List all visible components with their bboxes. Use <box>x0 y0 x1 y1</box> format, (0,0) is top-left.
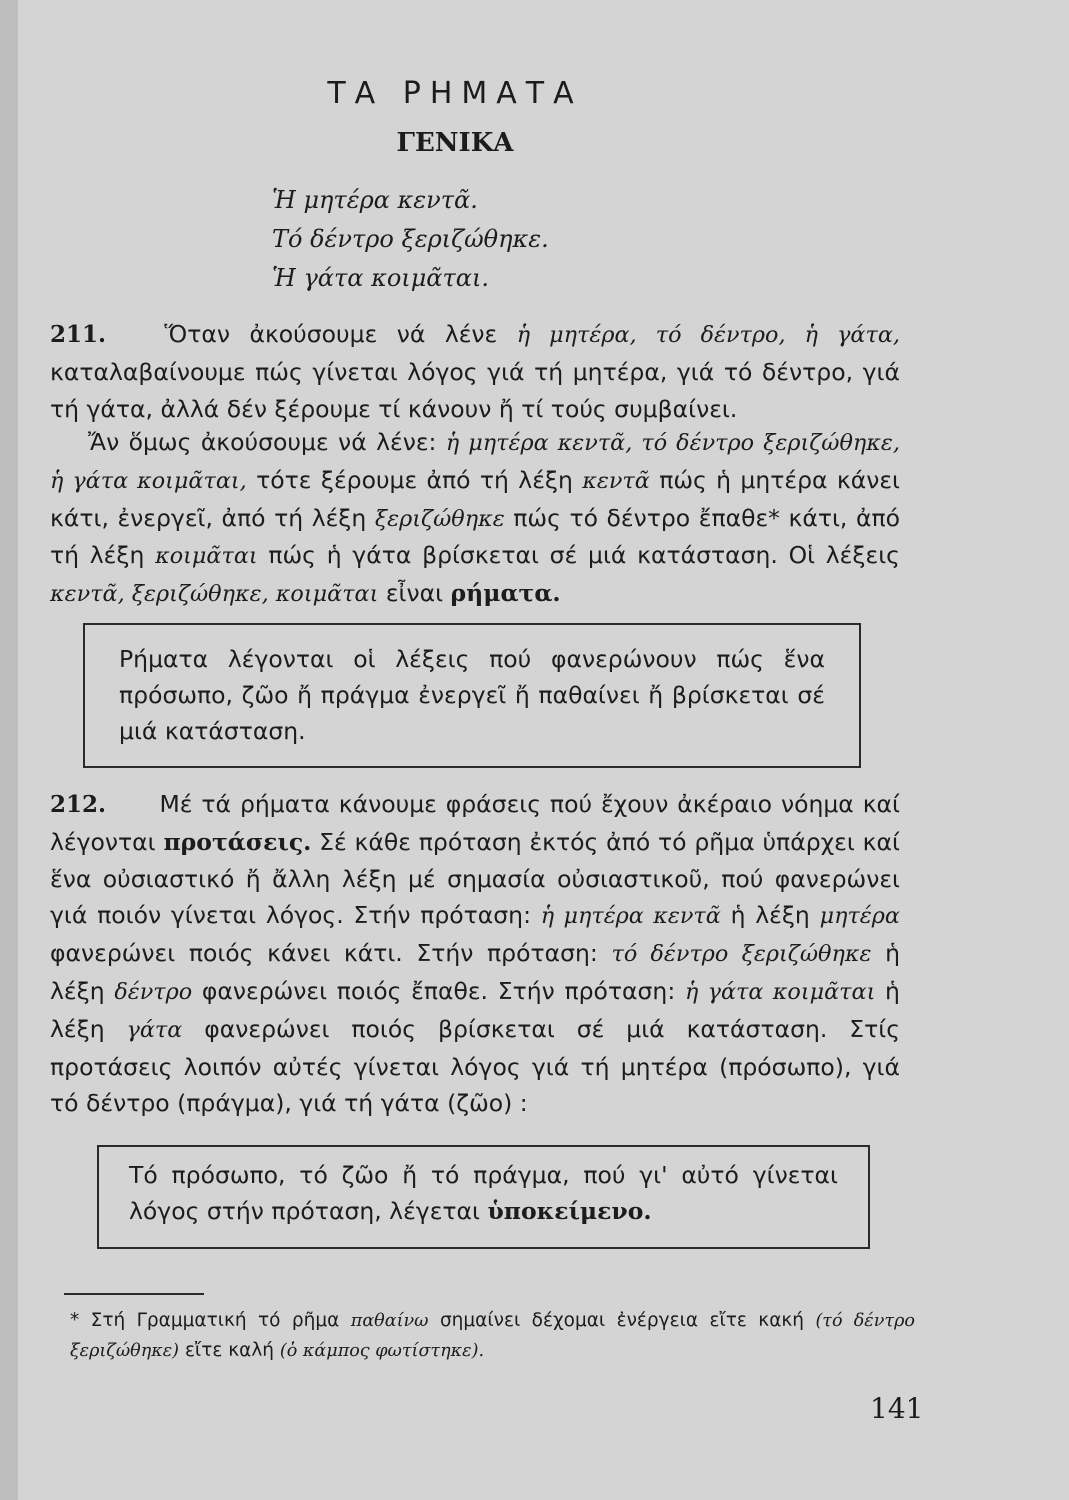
paragraph-212 <box>50 786 900 1122</box>
bold-term: ὑποκείμενο. <box>487 1197 652 1225</box>
text: φανερώνει ποιός ἔπαθε. Στήν πρόταση: <box>201 976 676 1005</box>
bold-term: προτάσεις. <box>163 827 312 856</box>
text: Σέ κάθε πρόταση ἐκτός ἀπό τό ρῆμα ὑπάρχει καί ἕνα οὐσιαστικό ἤ ἄλλη λέξη μέ σημασία οὐσιαστικοῦ, πού φανερώνει γιά ποιόν γίνεται λόγος. Στήν πρόταση: <box>50 827 900 930</box>
book-gutter <box>0 0 18 1500</box>
text: πώς τό δέντρο ἔπαθε* κάτι, ἀπό τή λέξη <box>50 503 900 570</box>
text: Ὅταν ἀκούσουμε νά λένε <box>164 320 498 348</box>
example-sentence: Τό δέντρο ξεριζώθηκε. <box>272 225 549 253</box>
chapter-title: ΤΑ ΡΗΜΑΤΑ <box>327 76 583 111</box>
text: καταλαβαίνουμε πώς γίνεται λόγος γιά τή μητέρα, γιά τό δέντρο, γιά τή γάτα, ἀλλά δέν ξέρουμε τί κάνουν ἤ τί τούς συμβαίνει. <box>50 357 900 423</box>
footnote <box>70 1306 915 1366</box>
italic-text: ἡ μητέρα κεντᾶ <box>540 903 721 930</box>
page-number: 141 <box>870 1392 924 1425</box>
text: ἡ λέξη <box>50 939 900 1005</box>
italic-text: γάτα <box>126 1016 183 1043</box>
text: Ἄν ὅμως ἀκούσουμε νά λένε: <box>88 428 437 456</box>
italic-text: κεντᾶ, ξεριζώθηκε, κοιμᾶται <box>50 581 379 608</box>
italic-text: παθαίνω <box>350 1311 429 1331</box>
footnote-divider <box>64 1293 204 1295</box>
section-title: ΓΕΝΙΚΑ <box>396 128 514 158</box>
paragraph-211-cont <box>50 424 900 613</box>
text: σημαίνει δέχομαι ἐνέργεια εἴτε κακή <box>439 1310 805 1331</box>
bold-term: ρήματα. <box>450 579 561 608</box>
paragraph-number: 211. <box>50 321 107 348</box>
text: φανερώνει ποιός βρίσκεται σέ μιά κατάσταση. Στίς προτάσεις λοιπόν αὐτές γίνεται λόγος γιά τή μητέρα (πρόσωπο), γιά τό δέντρο (πράγμα), γιά τή γάτα (ζῶο) : <box>50 1014 900 1118</box>
text: τότε ξέρουμε ἀπό τή λέξη <box>256 465 573 494</box>
italic-text: δέντρο <box>114 978 193 1005</box>
text: Οἱ λέξεις <box>788 541 900 570</box>
definition-text: Τό πρόσωπο, τό ζῶο ἤ τό πράγμα, πού γι' αὐτό γίνεται λόγος στήν πρόταση, λέγεται <box>129 1161 838 1225</box>
paragraph-number: 212. <box>50 791 107 818</box>
text: * Στή Γραμματική τό ρῆμα <box>70 1310 340 1331</box>
italic-text: ἡ γάτα κοιμᾶται <box>684 978 876 1005</box>
text: πώς ἡ γάτα βρίσκεται σέ μιά κατάσταση. <box>268 541 778 570</box>
italic-text: κοιμᾶται <box>155 543 258 570</box>
definition-box <box>97 1145 870 1249</box>
definition-text: Ρήματα λέγονται οἱ λέξεις πού φανερώνουν πώς ἕνα πρόσωπο, ζῶο ἤ πράγμα ἐνεργεῖ ἤ παθαίνει ἤ βρίσκεται σέ μιά κατάσταση. <box>119 645 825 745</box>
italic-text: (τό δέντρο ξεριζώθηκε) <box>70 1311 915 1361</box>
italic-text: ξεριζώθηκε <box>374 505 505 532</box>
example-sentence: Ἡ γάτα κοιμᾶται. <box>272 264 490 292</box>
text: φανερώνει ποιός κάνει κάτι. Στήν πρόταση: <box>50 939 598 968</box>
italic-text: μητέρα <box>819 903 900 930</box>
text: ἡ λέξη <box>50 976 900 1043</box>
italic-text: τό δέντρο ξεριζώθηκε <box>611 941 872 968</box>
italic-text: κεντᾶ <box>582 467 650 494</box>
italic-text: ἡ μητέρα, τό δέντρο, ἡ γάτα, <box>516 322 900 348</box>
example-sentence: Ἡ μητέρα κεντᾶ. <box>272 186 478 214</box>
text: πώς ἡ μητέρα κάνει κάτι, ἐνεργεῖ, ἀπό τή λέξη <box>50 465 900 532</box>
text: εἴτε καλή <box>184 1340 274 1361</box>
paragraph-211 <box>50 316 900 427</box>
definition-box <box>83 623 861 768</box>
text: Μέ τά ρήματα κάνουμε φράσεις πού ἔχουν ἀκέραιο νόημα καί λέγονται <box>50 790 900 856</box>
text: ἡ λέξη <box>730 901 810 930</box>
italic-text: (ὁ κάμπος φωτίστηκε). <box>279 1341 485 1361</box>
text: εἶναι <box>385 579 444 608</box>
italic-text: ἡ μητέρα κεντᾶ, τό δέντρο ξεριζώθηκε, ἡ γάτα κοιμᾶται, <box>50 430 900 494</box>
